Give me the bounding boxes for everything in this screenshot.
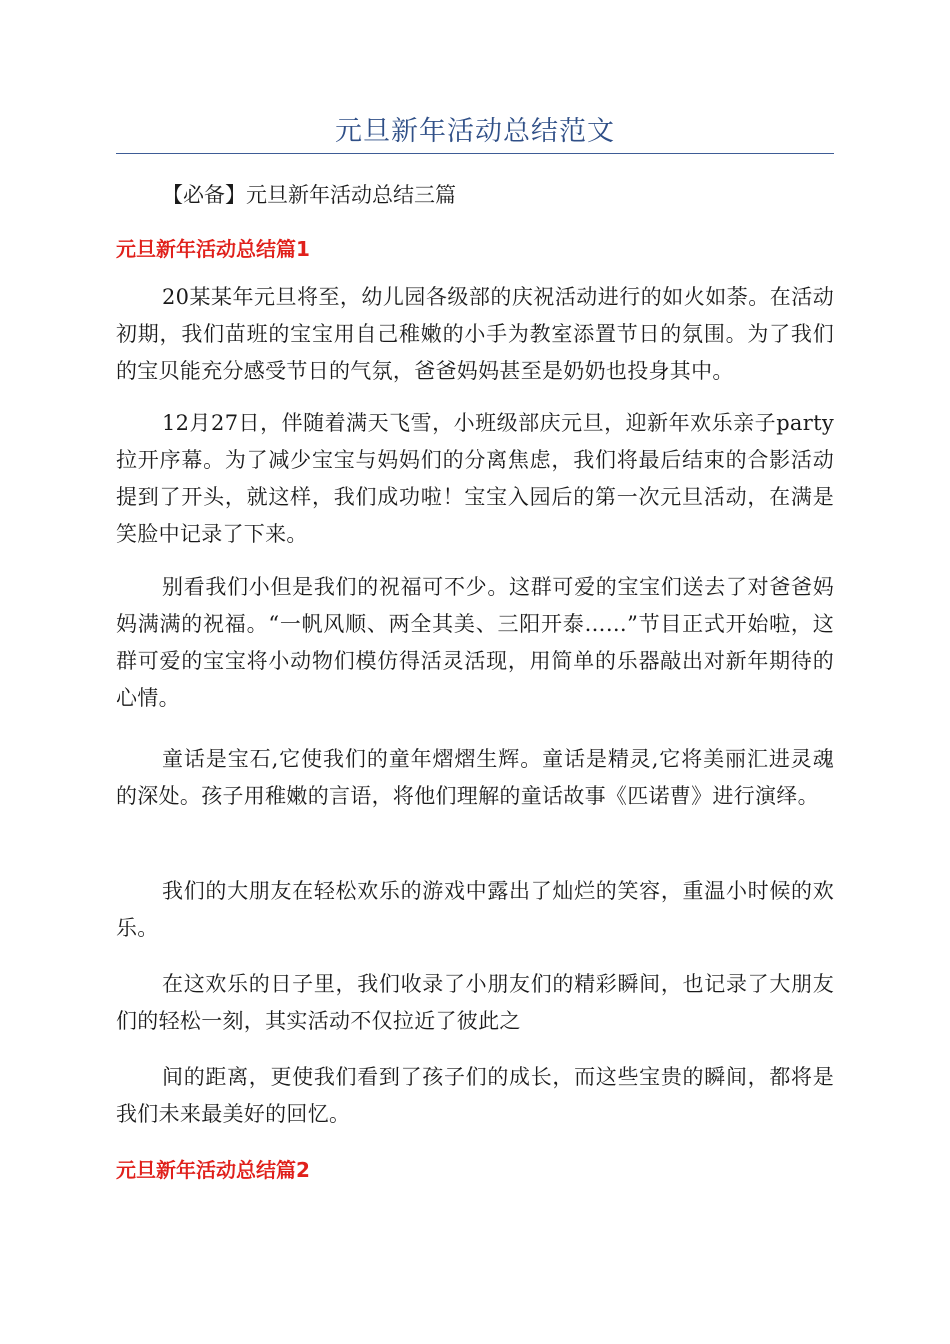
section-heading-1: 元旦新年活动总结篇1 <box>116 237 310 261</box>
document-title: 元旦新年活动总结范文 <box>335 116 615 147</box>
section-heading-2: 元旦新年活动总结篇2 <box>116 1158 310 1182</box>
paragraph-1: 20某某年元旦将至，幼儿园各级部的庆祝活动进行的如火如荼。在活动初期，我们苗班的宝宝用自己稚嫩的小手为教室添置节日的氛围。为了我们的宝贝能充分感受节日的气氛，爸爸妈妈甚至是奶奶也投身其中。 <box>116 285 834 383</box>
paragraph-7: 间的距离，更使我们看到了孩子们的成长，而这些宝贵的瞬间，都将是我们未来最美好的回忆。 <box>116 1065 834 1126</box>
paragraph-2: 12月27日，伴随着满天飞雪，小班级部庆元旦，迎新年欢乐亲子party拉开序幕。为了减少宝宝与妈妈们的分离焦虑，我们将最后结束的合影活动提到了开头，就这样，我们成功啦！宝宝入园后的第一次元旦活动，在满是笑脸中记录了下来。 <box>116 411 834 546</box>
paragraph-5: 我们的大朋友在轻松欢乐的游戏中露出了灿烂的笑容，重温小时候的欢乐。 <box>116 879 834 940</box>
paragraph-4: 童话是宝石,它使我们的童年熠熠生辉。童话是精灵,它将美丽汇进灵魂的深处。孩子用稚嫩的言语，将他们理解的童话故事《匹诺曹》进行演绎。 <box>116 747 834 808</box>
paragraph-6: 在这欢乐的日子里，我们收录了小朋友们的精彩瞬间，也记录了大朋友们的轻松一刻，其实活动不仅拉近了彼此之 <box>116 972 834 1033</box>
title-underline <box>116 153 834 154</box>
document-subtitle: 【必备】元旦新年活动总结三篇 <box>162 183 456 207</box>
paragraph-3: 别看我们小但是我们的祝福可不少。这群可爱的宝宝们送去了对爸爸妈妈满满的祝福。“一帆风顺、两全其美、三阳开泰……”节目正式开始啦，这群可爱的宝宝将小动物们模仿得活灵活现，用简单的乐器敲出对新年期待的心情。 <box>116 575 834 710</box>
